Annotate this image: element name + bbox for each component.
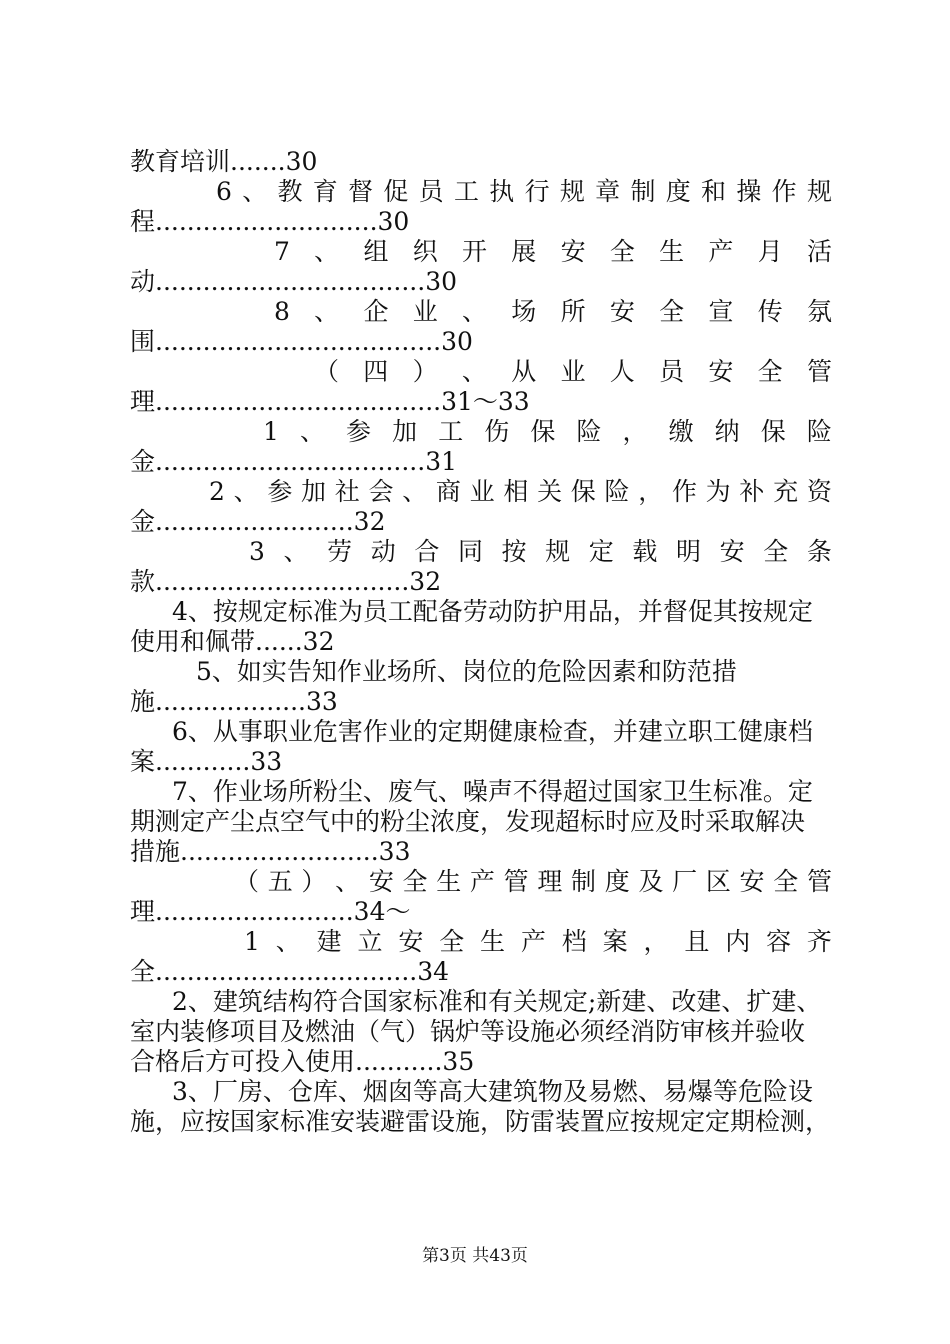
toc-line: 理.........................34～ xyxy=(130,897,411,926)
toc-line: 合格后方可投入使用...........35 xyxy=(130,1047,475,1076)
toc-line: 施，应按国家标准安装避雷设施，防雷装置应按规定定期检测， xyxy=(130,1107,831,1136)
toc-line: 期测定产尘点空气中的粉尘浓度，发现超标时应及时采取解决 xyxy=(130,807,806,836)
toc-line: 案............33 xyxy=(130,747,283,776)
toc-line: 金..................................31 xyxy=(130,447,458,476)
toc-line: 室内装修项目及燃油（气）锅炉等设施必须经消防审核并验收 xyxy=(130,1017,806,1046)
toc-line: 教育培训.......30 xyxy=(130,147,318,176)
toc-line: 款................................32 xyxy=(130,567,442,596)
toc-line: 6、从事职业危害作业的定期健康检查，并建立职工健康档 xyxy=(172,717,813,746)
page-footer: 第3页 共43页 xyxy=(422,1246,528,1266)
toc-line: 1 、 参 加 工 伤 保 险 ， 缴 纳 保 险 xyxy=(263,417,832,446)
toc-line: 7、作业场所粉尘、废气、噪声不得超过国家卫生标准。定 xyxy=(172,777,813,806)
toc-line: 围....................................30 xyxy=(130,327,473,356)
toc-line: 使用和佩带......32 xyxy=(130,627,335,656)
toc-line: （ 五 ） 、 安 全 生 产 管 理 制 度 及 厂 区 安 全 管 xyxy=(234,867,832,896)
toc-line: 1 、 建 立 安 全 生 产 档 案 ， 且 内 容 齐 xyxy=(244,927,832,956)
toc-line: 程............................30 xyxy=(130,207,410,236)
toc-line: 4、按规定标准为员工配备劳动防护用品，并督促其按规定 xyxy=(172,597,813,626)
toc-line: （ 四 ） 、 从 业 人 员 安 全 管 xyxy=(314,357,832,386)
toc-line: 理....................................31～33 xyxy=(130,387,530,416)
toc-line: 措施.........................33 xyxy=(130,837,411,866)
toc-line: 2、建筑结构符合国家标准和有关规定;新建、改建、扩建、 xyxy=(172,987,822,1016)
toc-line: 施...................33 xyxy=(130,687,338,716)
toc-line: 7 、 组 织 开 展 安 全 生 产 月 活 xyxy=(274,237,832,266)
toc-line: 5、如实告知作业场所、岗位的危险因素和防范措 xyxy=(196,657,737,686)
toc-line: 全.................................34 xyxy=(130,957,450,986)
toc-line: 动..................................30 xyxy=(130,267,458,296)
toc-line: 3 、 劳 动 合 同 按 规 定 载 明 安 全 条 xyxy=(249,537,832,566)
toc-line: 3、厂房、仓库、烟囱等高大建筑物及易燃、易爆等危险设 xyxy=(172,1077,813,1106)
toc-line: 8 、 企 业 、 场 所 安 全 宣 传 氛 xyxy=(274,297,832,326)
toc-line: 2 、 参 加 社 会 、 商 业 相 关 保 险 ， 作 为 补 充 资 xyxy=(209,477,832,506)
toc-line: 金.........................32 xyxy=(130,507,386,536)
toc-line: 6 、 教 育 督 促 员 工 执 行 规 章 制 度 和 操 作 规 xyxy=(216,177,832,206)
